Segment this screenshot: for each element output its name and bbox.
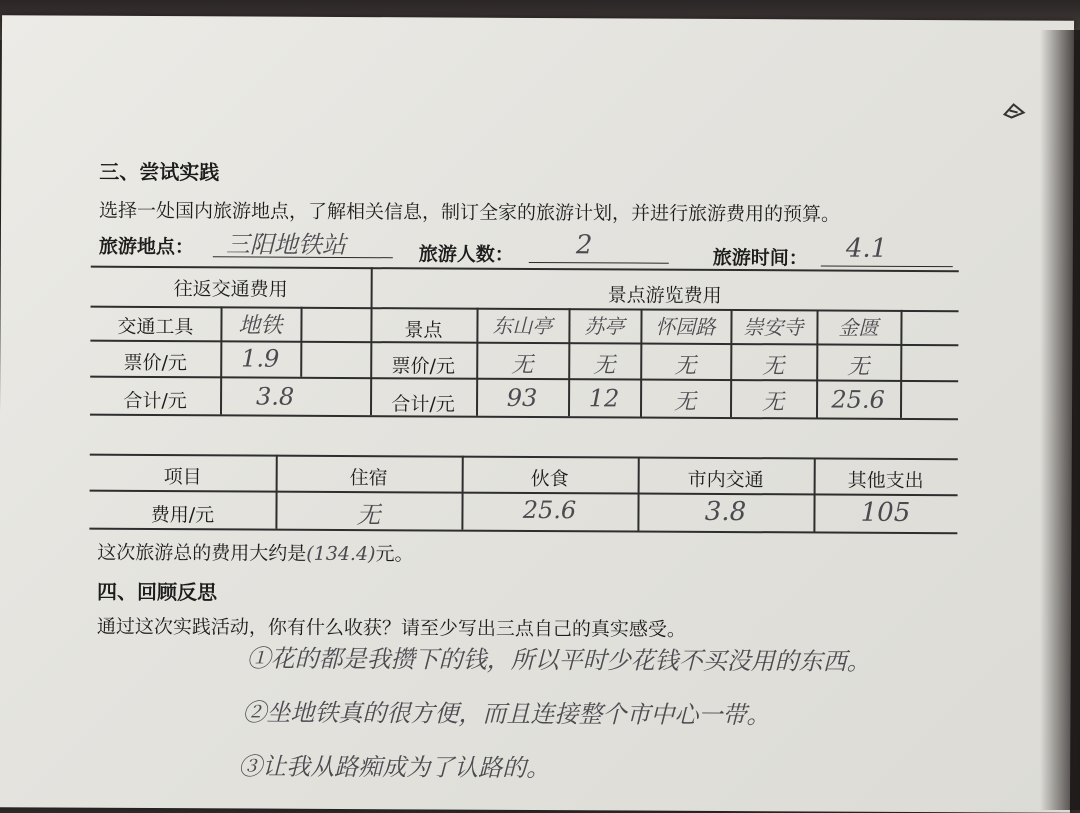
- transport-price-value: 1.9: [241, 344, 280, 373]
- scenic-spot-name: 怀园路: [655, 314, 716, 339]
- scenic-spot-label: 景点: [404, 319, 443, 342]
- expense-header-lodging: 住宿: [349, 467, 388, 490]
- expense-header-transport: 市内交通: [687, 468, 764, 492]
- section-four-heading: 四、回顾反思: [97, 579, 218, 605]
- scenic-spot-total: 93: [506, 383, 538, 413]
- scenic-price-label: 票价/元: [391, 355, 456, 378]
- time-value: 4.1: [845, 233, 888, 264]
- people-underline: [529, 262, 669, 264]
- reflection-prompt: 通过这次实践活动，你有什么收获？请至少写出三点自己的真实感受。: [96, 615, 686, 641]
- time-underline: [821, 265, 953, 267]
- time-label: 旅游时间：: [712, 246, 808, 270]
- scenic-total-label: 合计/元: [391, 393, 455, 416]
- transport-total-value: 3.8: [255, 382, 295, 411]
- section-three-heading: 三、尝试实践: [99, 159, 220, 185]
- pencil-doodle-icon: [1002, 100, 1028, 120]
- expense-row-label: 费用/元: [150, 503, 215, 527]
- scenic-spot-total: 无: [673, 389, 697, 415]
- transport-tool-value: 地铁: [238, 313, 283, 339]
- total-cost-prefix: 这次旅游总的费用大约是: [97, 541, 307, 565]
- expense-header-other: 其他支出: [847, 469, 924, 493]
- transport-total-label: 合计/元: [123, 389, 187, 413]
- instruction-text: 选择一处国内旅游地点，了解相关信息，制订全家的旅游计划，并进行旅游费用的预算。: [99, 199, 841, 226]
- expense-header-item: 项目: [163, 466, 202, 489]
- expense-other-value: 105: [860, 497, 911, 528]
- destination-value: 三阳地铁站: [225, 230, 346, 260]
- people-value: 2: [575, 230, 593, 261]
- worksheet-paper: [0, 15, 1074, 813]
- transport-tool-label: 交通工具: [117, 315, 194, 339]
- scenic-spot-price: 无: [593, 353, 616, 379]
- transport-header: 往返交通费用: [173, 278, 288, 301]
- scenic-spot-name: 金匮: [838, 315, 879, 340]
- total-cost-suffix: 元。: [375, 543, 414, 566]
- total-cost-line: [97, 538, 413, 567]
- expense-header-food: 伙食: [530, 467, 569, 491]
- scenic-spot-price: 无: [762, 354, 785, 380]
- destination-label: 旅游地点：: [98, 235, 194, 259]
- scenic-spot-price: 无: [674, 353, 697, 379]
- scenic-header: 景点游览费用: [607, 284, 722, 307]
- scenic-spot-name: 东山亭: [492, 313, 553, 339]
- page-shadow: [1040, 30, 1080, 810]
- scenic-spot-total: 12: [588, 384, 620, 413]
- reflection-answer: ③让我从路痴成为了认路的。: [238, 752, 551, 783]
- expense-transport-value: 3.8: [704, 496, 747, 528]
- scenic-spot-total: 无: [761, 390, 785, 416]
- transport-price-label: 票价/元: [123, 351, 188, 375]
- expense-lodging-value: 无: [356, 501, 381, 530]
- scenic-spot-price: 无: [511, 352, 534, 378]
- scenic-spot-name: 崇安寺: [743, 315, 804, 340]
- people-label: 旅游人数：: [418, 243, 514, 266]
- expense-food-value: 25.6: [522, 495, 577, 525]
- reflection-answer: ②坐地铁真的很方便，而且连接整个市中心一带。: [242, 698, 771, 730]
- scenic-spot-name: 苏亭: [584, 314, 625, 339]
- total-cost-value: (134.4): [306, 542, 376, 566]
- scenic-spot-price: 无: [847, 354, 870, 380]
- scenic-spot-total: 25.6: [831, 385, 885, 414]
- reflection-answer: ①花的都是我攒下的钱，所以平时少花钱不买没用的东西。: [246, 644, 871, 676]
